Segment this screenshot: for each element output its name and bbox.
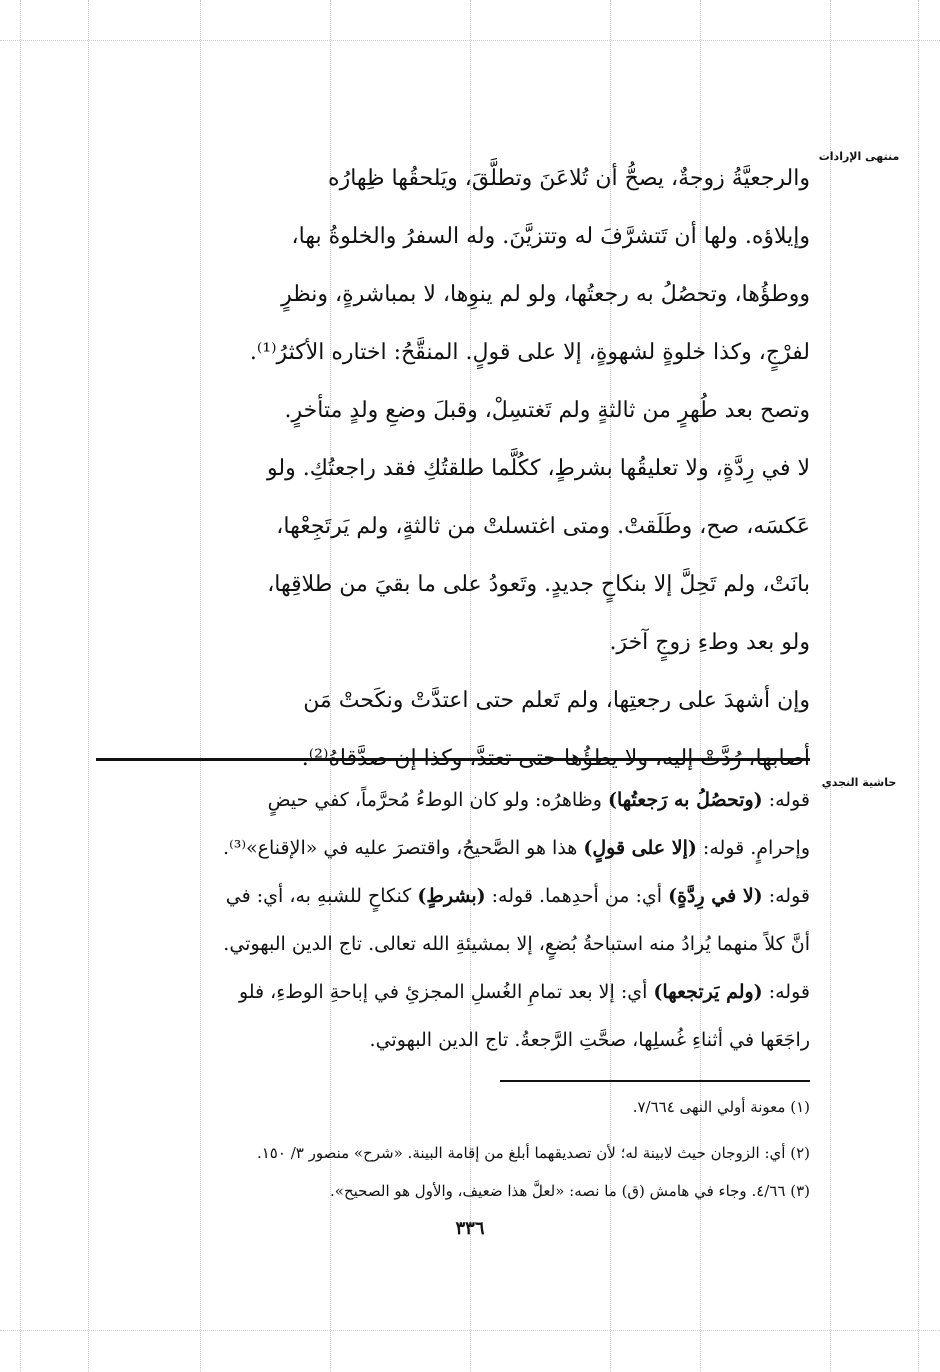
hashiya-line: وإحرامٍ. قوله: (إلا على قولٍ) هذا هو الصَّحيحُ، واقتصرَ عليه في «الإقناع»⁽³⁾. bbox=[223, 837, 810, 859]
footnote: (٢) أي: الزوجان حيث لابينة له؛ لأن تصديقهما أبلغ من إقامة البينة. «شرح» منصور ٣/ ١٥٠. bbox=[256, 1144, 810, 1162]
quoted-phrase: (ولم يَرتجعها) bbox=[653, 981, 763, 1003]
page-number: ٣٣٦ bbox=[455, 1218, 485, 1239]
quoted-phrase: (لا في رِدَّةٍ) bbox=[668, 885, 763, 907]
main-text-line: عَكسَه، صح، وطَلَقتْ. ومتى اغتسلتْ من ثالثةٍ، ولم يَرتَجِعْها، bbox=[276, 514, 810, 539]
footnote: (٣) ٤/٦٦. وجاء في هامش (ق) ما نصه: «لعلَّ هذا ضعيف، والأول هو الصحيح». bbox=[330, 1182, 810, 1200]
grid-line bbox=[0, 40, 940, 41]
main-text-line: والرجعيَّةُ زوجةٌ، يصحُّ أن تُلاعَنَ وتطلَّقَ، ويَلحقُها ظِهارُه bbox=[328, 166, 810, 191]
hashiya-line: قوله: (وتحصُلُ به رَجعتُها) وظاهرُه: ولو كان الوطءُ مُحرَّماً، كفي حيضٍ bbox=[267, 789, 810, 811]
main-text-line: ووطؤُها، وتحصُلُ به رجعتُها، ولو لم ينوِها، لا بمباشرةٍ، ونظرٍ bbox=[281, 282, 810, 307]
section-divider bbox=[96, 758, 810, 761]
quoted-phrase: (وتحصُلُ به رَجعتُها) bbox=[608, 789, 763, 811]
grid-line bbox=[0, 1330, 940, 1331]
hashiya-line: قوله: (ولم يَرتجعها) أي: إلا بعد تمامِ الغُسلِ المجزئِ في إباحةِ الوطءِ، فلو bbox=[238, 981, 810, 1003]
side-label-hashiya: حاشية النجدي bbox=[821, 776, 897, 789]
hashiya-text-block bbox=[96, 776, 810, 1064]
main-text-line: لا في رِدَّةٍ، ولا تعليقُها بشرطٍ، ككُلَّما طلقتُكِ فقد راجعتُكِ. ولو bbox=[267, 456, 810, 481]
footnote: (١) معونة أولي النهى ٧/٦٦٤. bbox=[632, 1098, 810, 1116]
grid-line bbox=[20, 0, 21, 1372]
quoted-phrase: (إلا على قولٍ) bbox=[583, 837, 697, 859]
quoted-phrase: (بشرطٍ) bbox=[417, 885, 486, 907]
main-text-line: أصابها، رُدَّتْ إليه، ولا يطؤُها حتى تعتدَّ، وكذا إن صدَّقاهُ⁽²⁾. bbox=[301, 746, 810, 771]
main-text-line: وإيلاؤه. ولها أن تَتشرَّفَ له وتتزيَّنَ. وله السفرُ والخلوةُ بها، bbox=[291, 224, 810, 249]
grid-line bbox=[830, 0, 831, 1372]
grid-line bbox=[918, 0, 919, 1372]
hashiya-line: أنَّ كلاً منهما يُرادُ منه استباحةُ بُضعٍ، إلا بمشيئةِ الله تعالى. تاج الدين البهوتي. bbox=[223, 933, 810, 955]
side-label-main: منتهى الإرادات bbox=[818, 150, 900, 163]
hashiya-line: قوله: (لا في رِدَّةٍ) أي: من أحدِهما. قوله: (بشرطٍ) كنكاحٍ للشبهِ به، أي: في bbox=[225, 885, 810, 907]
footnote-divider bbox=[500, 1080, 810, 1082]
main-text-block bbox=[96, 150, 810, 788]
main-text-line: لفرْجٍ، وكذا خلوةٍ لشهوةٍ، إلا على قولٍ. المنقَّحُ: اختاره الأكثرُ⁽¹⁾. bbox=[249, 340, 810, 365]
hashiya-line: راجَعَها في أثناءِ غُسلِها، صحَّتِ الرَّجعةُ. تاج الدين البهوتي. bbox=[369, 1029, 810, 1051]
main-text-line: وإن أشهدَ على رجعتِها، ولم تَعلم حتى اعتدَّتْ ونكَحتْ مَن bbox=[303, 688, 810, 713]
main-text-line: بانَتْ، ولم تَحِلَّ إلا بنكاحٍ جديدٍ. وتَعودُ على ما بقيَ من طلاقِها، bbox=[267, 572, 810, 597]
main-text-line: ولو بعد وطءِ زوجٍ آخرَ. bbox=[609, 630, 810, 655]
grid-line bbox=[88, 0, 89, 1372]
main-text-line: وتصح بعد طُهرٍ من ثالثةٍ ولم تَغتسِلْ، وقبلَ وضعِ ولدٍ متأخرٍ. bbox=[284, 398, 810, 423]
